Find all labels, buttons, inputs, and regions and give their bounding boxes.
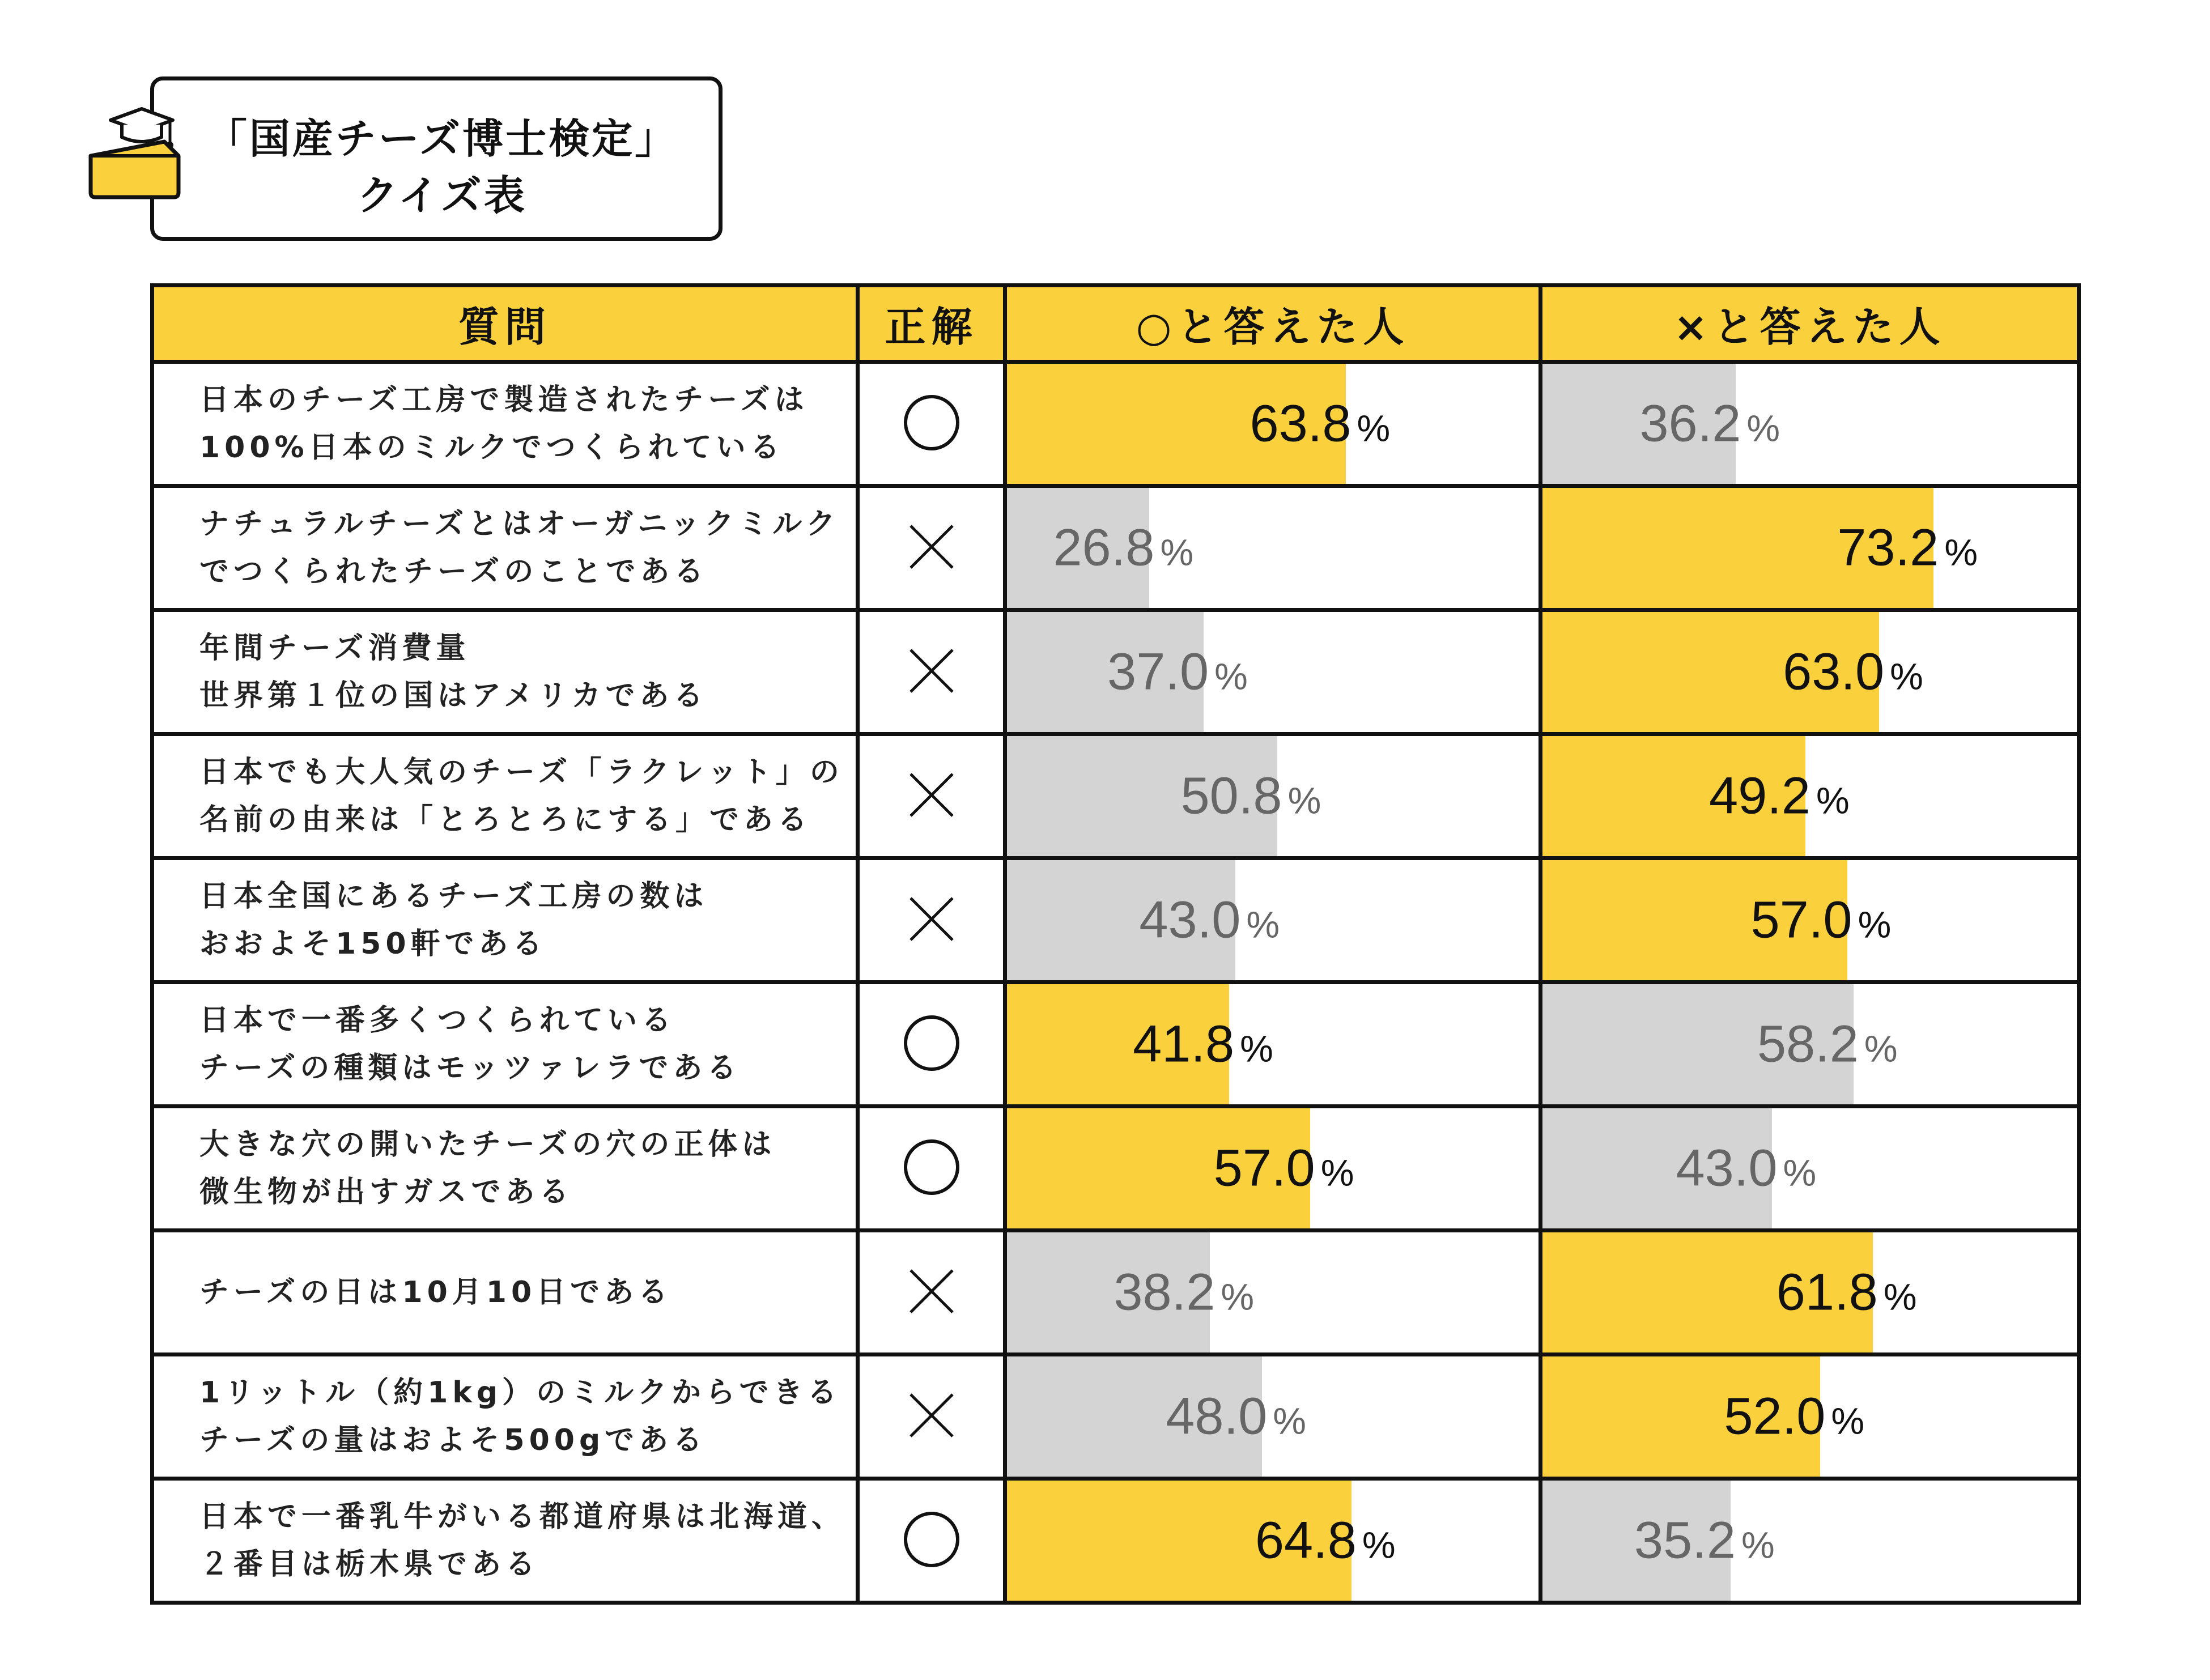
- question-text: チーズの日は10月10日である: [199, 1275, 673, 1309]
- cross-incorrect-icon: [900, 516, 963, 578]
- question-text: 100%日本のミルクでつくられている: [199, 431, 784, 465]
- percentage-value: 64.8: [1255, 1511, 1357, 1570]
- question-text: 世界第１位の国はアメリカである: [199, 679, 708, 713]
- cross-incorrect-icon: [900, 1384, 963, 1447]
- cross-incorrect-icon: [900, 764, 963, 826]
- percent-sign: %: [1362, 1524, 1396, 1566]
- o-percentage-label: [1250, 394, 1390, 454]
- header-question: 質問: [152, 286, 858, 362]
- o-percentage-label: [1114, 1263, 1254, 1322]
- o-percentage-label: [1166, 1387, 1306, 1447]
- question-text: 日本で一番乳牛がいる都道府県は北海道、: [199, 1500, 846, 1534]
- percentage-value: 49.2: [1708, 767, 1811, 825]
- percentage-value: 57.0: [1213, 1139, 1315, 1197]
- percent-sign: %: [1320, 1151, 1354, 1194]
- question-text: ２番目は栃木県である: [199, 1547, 540, 1581]
- o-percentage-cell: [1005, 1107, 1541, 1231]
- o-percentage-cell: [1005, 362, 1541, 486]
- o-percentage-cell: [1005, 1355, 1541, 1479]
- header-x-respondents: ×と答えた人: [1541, 286, 2079, 362]
- x-percentage-cell: [1541, 858, 2079, 983]
- x-percentage-label: [1709, 767, 1850, 826]
- question-cell: [152, 486, 858, 610]
- cross-incorrect-icon: [900, 888, 963, 950]
- percentage-value: 73.2: [1837, 518, 1939, 577]
- percentage-value: 43.0: [1676, 1139, 1778, 1197]
- x-percentage-cell: [1541, 1479, 2079, 1603]
- percent-sign: %: [1240, 1027, 1273, 1070]
- question-text: 日本でも大人気のチーズ「ラクレット」の: [199, 755, 844, 789]
- title-line-2: クイズ表: [357, 172, 527, 219]
- correct-answer-cell: [858, 1479, 1005, 1603]
- percentage-value: 35.2: [1634, 1511, 1736, 1570]
- x-percentage-cell: [1541, 610, 2079, 734]
- percentage-value: 37.0: [1107, 643, 1209, 701]
- x-percentage-label: [1724, 1387, 1864, 1447]
- o-percentage-label: [1133, 1015, 1273, 1074]
- question-text: チーズの量はおよそ500gである: [199, 1423, 707, 1457]
- percent-sign: %: [1357, 407, 1391, 449]
- question-text: 日本のチーズ工房で製造されたチーズは: [199, 383, 809, 417]
- x-percentage-label: [1751, 891, 1892, 950]
- percent-sign: %: [1831, 1400, 1865, 1442]
- correct-answer-cell: [858, 858, 1005, 983]
- o-percentage-cell: [1005, 1479, 1541, 1603]
- o-percentage-label: [1053, 518, 1193, 578]
- question-text: おおよそ150軒である: [199, 927, 547, 961]
- o-percentage-cell: [1005, 983, 1541, 1107]
- o-percentage-label: [1214, 1139, 1354, 1198]
- percentage-value: 43.0: [1139, 891, 1241, 949]
- percent-sign: %: [1883, 1275, 1917, 1318]
- quiz-table-body: [152, 362, 2079, 1603]
- percent-sign: %: [1287, 779, 1321, 822]
- table-row: [152, 610, 2079, 734]
- circle-correct-icon: [900, 1012, 963, 1074]
- x-percentage-cell: [1541, 486, 2079, 610]
- percentage-value: 57.0: [1750, 891, 1852, 949]
- percentage-value: 41.8: [1133, 1015, 1235, 1073]
- question-cell: [152, 734, 858, 858]
- percent-sign: %: [1783, 1151, 1817, 1194]
- o-percentage-label: [1107, 643, 1248, 702]
- question-text: ナチュラルチーズとはオーガニックミルク: [199, 507, 840, 541]
- header-o-respondents: ○と答えた人: [1005, 286, 1541, 362]
- percentage-value: 52.0: [1724, 1387, 1826, 1445]
- percent-sign: %: [1890, 655, 1923, 697]
- correct-answer-cell: [858, 983, 1005, 1107]
- question-text: でつくられたチーズのことである: [199, 555, 708, 589]
- percentage-value: 63.0: [1783, 643, 1885, 701]
- header-answer: 正解: [858, 286, 1005, 362]
- percent-sign: %: [1944, 531, 1978, 573]
- x-percentage-label: [1757, 1015, 1898, 1074]
- question-cell: [152, 858, 858, 983]
- correct-answer-cell: [858, 610, 1005, 734]
- question-text: 名前の由来は「とろとろにする」である: [199, 803, 812, 837]
- correct-answer-cell: [858, 486, 1005, 610]
- circle-correct-icon: [900, 392, 963, 454]
- table-row: [152, 1107, 2079, 1231]
- cheese-graduation-cap-icon: [79, 102, 204, 215]
- table-row: [152, 1479, 2079, 1603]
- percentage-value: 58.2: [1757, 1015, 1859, 1073]
- table-row: [152, 734, 2079, 858]
- o-percentage-cell: [1005, 610, 1541, 734]
- title-line-1: 「国産チーズ博士検定」: [206, 115, 678, 163]
- table-row: [152, 486, 2079, 610]
- percent-sign: %: [1214, 655, 1248, 697]
- x-percentage-cell: [1541, 983, 2079, 1107]
- x-percentage-label: [1776, 1263, 1917, 1322]
- correct-answer-cell: [858, 1107, 1005, 1231]
- percent-sign: %: [1864, 1027, 1898, 1070]
- percent-sign: %: [1816, 779, 1850, 822]
- correct-answer-cell: [858, 1231, 1005, 1355]
- o-percentage-label: [1255, 1511, 1396, 1571]
- percentage-value: 36.2: [1639, 394, 1741, 453]
- question-text: チーズの種類はモッツァレラである: [199, 1051, 741, 1085]
- quiz-table: [150, 283, 2081, 1605]
- correct-answer-cell: [858, 734, 1005, 858]
- x-percentage-cell: [1541, 1107, 2079, 1231]
- table-row: [152, 362, 2079, 486]
- percentage-value: 50.8: [1180, 767, 1282, 825]
- question-text: 日本全国にあるチーズ工房の数は: [199, 879, 708, 913]
- page-title: [198, 110, 686, 224]
- question-cell: [152, 362, 858, 486]
- percent-sign: %: [1246, 903, 1280, 946]
- o-percentage-cell: [1005, 1231, 1541, 1355]
- x-percentage-cell: [1541, 734, 2079, 858]
- table-row: [152, 1231, 2079, 1355]
- x-percentage-label: [1639, 394, 1780, 454]
- x-percentage-label: [1837, 518, 1978, 578]
- question-cell: [152, 1107, 858, 1231]
- o-percentage-label: [1139, 891, 1280, 950]
- question-text: 大きな穴の開いたチーズの穴の正体は: [199, 1128, 776, 1162]
- percentage-value: 38.2: [1114, 1263, 1216, 1321]
- table-row: [152, 858, 2079, 983]
- percent-sign: %: [1746, 407, 1780, 449]
- x-percentage-cell: [1541, 1231, 2079, 1355]
- x-percentage-label: [1634, 1511, 1775, 1571]
- question-cell: [152, 1355, 858, 1479]
- o-percentage-cell: [1005, 486, 1541, 610]
- percentage-value: 48.0: [1166, 1387, 1268, 1445]
- table-row: [152, 1355, 2079, 1479]
- cross-incorrect-icon: [900, 640, 963, 702]
- percent-sign: %: [1741, 1524, 1775, 1566]
- o-percentage-cell: [1005, 734, 1541, 858]
- percent-sign: %: [1221, 1275, 1255, 1318]
- question-text: 年間チーズ消費量: [199, 631, 470, 665]
- circle-correct-icon: [900, 1508, 963, 1571]
- percentage-value: 63.8: [1250, 394, 1352, 453]
- question-text: 1リットル（約1kg）のミルクからできる: [199, 1376, 842, 1410]
- o-percentage-label: [1181, 767, 1321, 826]
- x-percentage-cell: [1541, 1355, 2079, 1479]
- o-percentage-cell: [1005, 858, 1541, 983]
- percentage-value: 61.8: [1776, 1263, 1878, 1321]
- question-cell: [152, 983, 858, 1107]
- percent-sign: %: [1858, 903, 1892, 946]
- x-percentage-label: [1783, 643, 1923, 702]
- question-text: 微生物が出すガスである: [199, 1175, 573, 1209]
- circle-correct-icon: [900, 1136, 963, 1198]
- question-text: 日本で一番多くつくられている: [199, 1003, 676, 1037]
- x-percentage-label: [1676, 1139, 1816, 1198]
- percent-sign: %: [1273, 1400, 1306, 1442]
- question-cell: [152, 610, 858, 734]
- x-percentage-cell: [1541, 362, 2079, 486]
- table-row: [152, 983, 2079, 1107]
- header-row: [152, 286, 2079, 362]
- question-cell: [152, 1231, 858, 1355]
- percentage-value: 26.8: [1053, 518, 1155, 577]
- cross-incorrect-icon: [900, 1260, 963, 1322]
- correct-answer-cell: [858, 362, 1005, 486]
- percent-sign: %: [1160, 531, 1194, 573]
- correct-answer-cell: [858, 1355, 1005, 1479]
- question-cell: [152, 1479, 858, 1603]
